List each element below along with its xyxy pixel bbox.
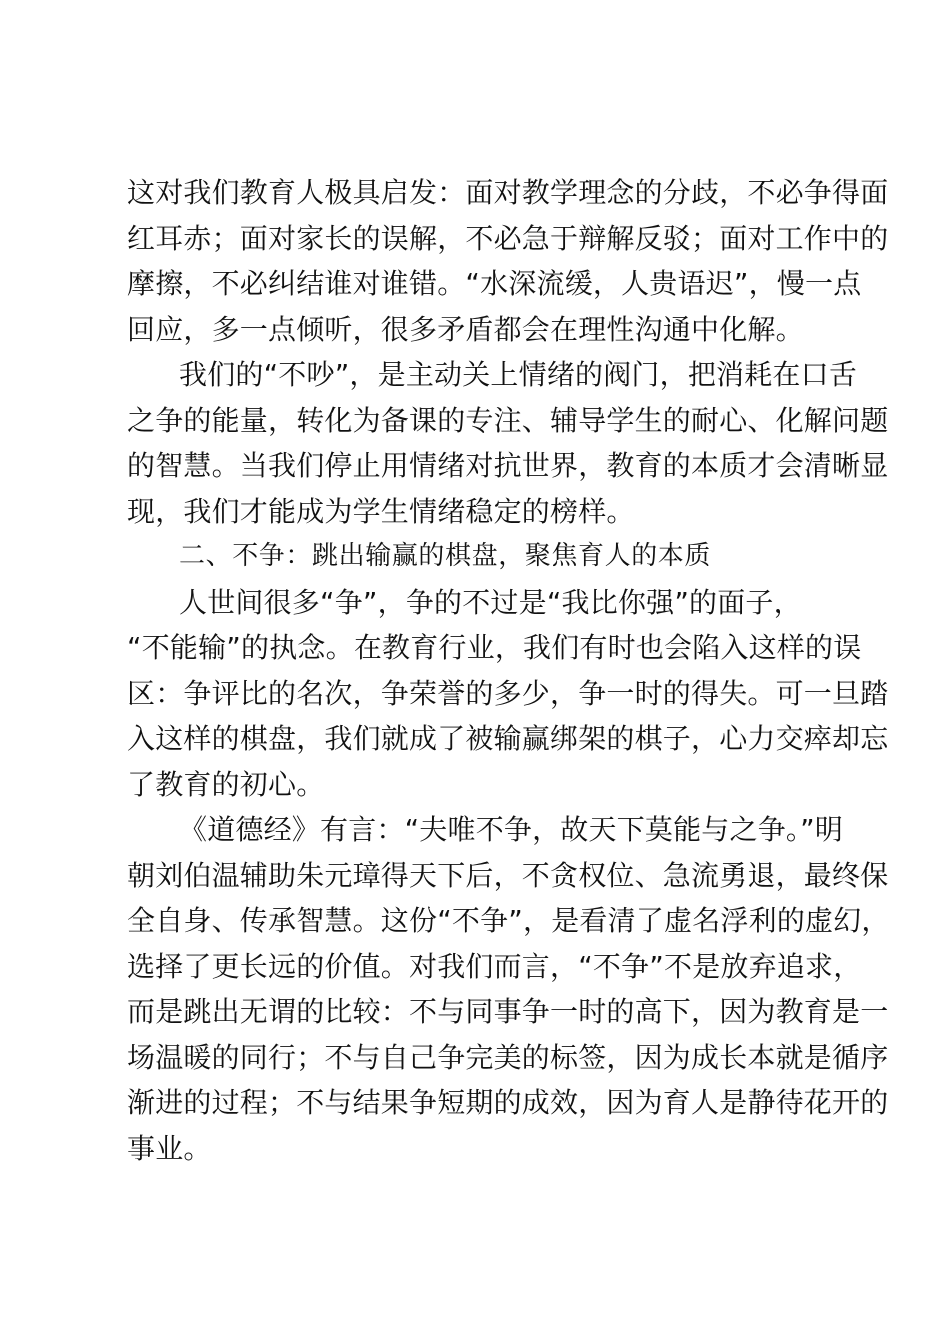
- document-page: [127, 170, 890, 1171]
- text-line: 红耳赤；面对家长的误解，不必急于辩解反驳；面对工作中的: [127, 221, 889, 255]
- section-heading-no-contend: [127, 534, 833, 580]
- text-line: 这对我们教育人极具启发：面对教学理念的分歧，不必争得面: [127, 176, 889, 209]
- text-line: 选择了更长远的价值。对我们而言，“不争”不是放弃追求，: [127, 949, 862, 983]
- text-line: 渐进的过程；不与结果争短期的成效，因为育人是静待花开的: [127, 1086, 889, 1119]
- paragraph-daodejing: [127, 807, 890, 1171]
- text-line: 事业。: [127, 1131, 212, 1165]
- text-line: 而是跳出无谓的比较：不与同事争一时的高下，因为教育是一: [127, 995, 889, 1028]
- section-heading-text: 二、不争：跳出输赢的棋盘，聚焦育人的本质: [179, 541, 712, 571]
- text-line: 人世间很多“争”，争的不过是“我比你强”的面子，: [179, 585, 802, 619]
- text-line: 了教育的初心。: [127, 767, 325, 801]
- paragraph-no-quarrel: [127, 352, 889, 534]
- text-line: 全自身、传承智慧。这份“不争”，是看清了虚名浮利的虚幻，: [127, 904, 890, 937]
- text-line: 区：争评比的名次，争荣誉的多少，争一时的得失。可一旦踏: [127, 676, 889, 710]
- text-line: 入这样的棋盘，我们就成了被输赢绑架的棋子，心力交瘁却忘: [127, 722, 889, 755]
- text-line: “不能输”的执念。在教育行业，我们有时也会陷入这样的误: [127, 631, 862, 664]
- text-line: 的智慧。当我们停止用情绪对抗世界，教育的本质才会清晰显: [127, 449, 889, 482]
- text-line: 我们的“不吵”，是主动关上情绪的阀门，把消耗在口舌: [179, 358, 858, 391]
- text-line: 之争的能量，转化为备课的专注、辅导学生的耐心、化解问题: [127, 403, 889, 437]
- text-line: 场温暖的同行；不与自己争完美的标签，因为成长本就是循序: [127, 1040, 889, 1074]
- text-line: 现，我们才能成为学生情绪稳定的榜样。: [127, 494, 635, 528]
- text-line: 《道德经》有言：“夫唯不争，故天下莫能与之争。”明: [179, 813, 844, 846]
- text-line: 摩擦，不必纠结谁对谁错。“水深流缓，人贵语迟”，慢一点: [127, 267, 862, 300]
- text-line: 回应，多一点倾听，很多矛盾都会在理性沟通中化解。: [127, 312, 804, 346]
- paragraph-contention: [127, 580, 889, 808]
- paragraph-education-inspiration: [127, 170, 889, 352]
- text-line: 朝刘伯温辅助朱元璋得天下后，不贪权位、急流勇退，最终保: [127, 858, 889, 892]
